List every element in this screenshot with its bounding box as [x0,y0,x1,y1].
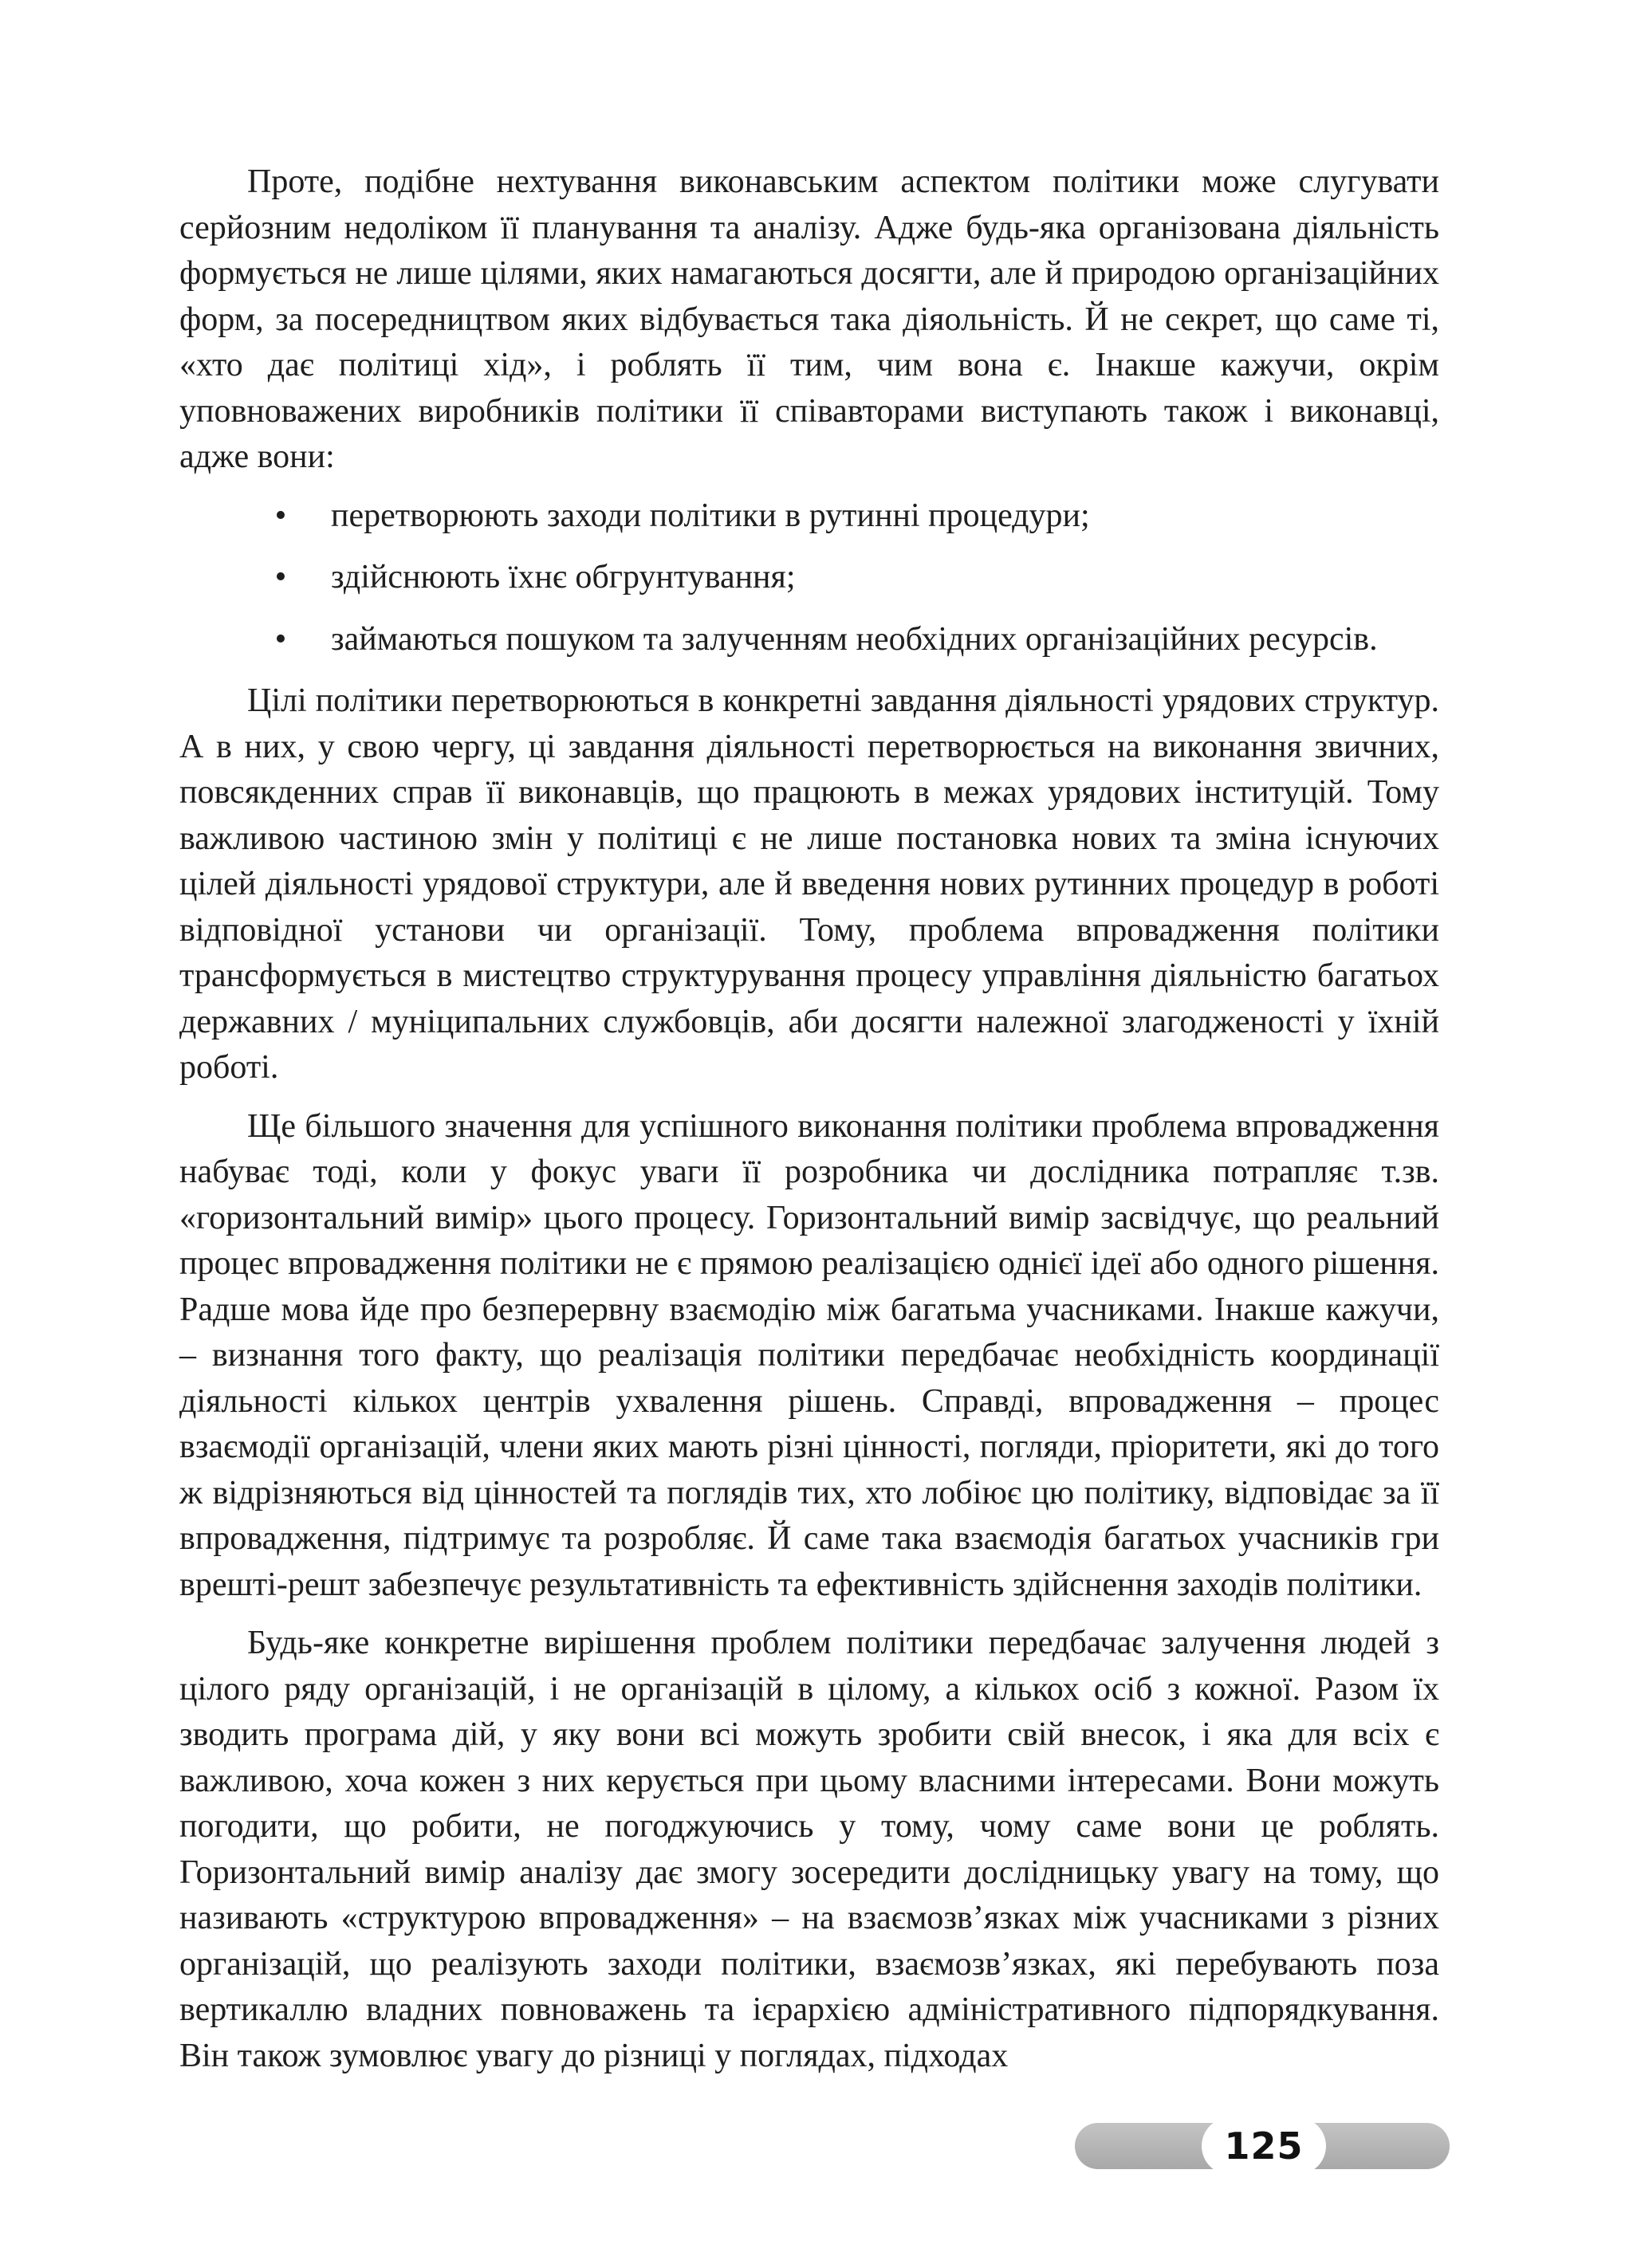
bullet-text: займаються пошуком та залученням необхідних організаційних ресурсів. [331,620,1378,658]
paragraph-horizontal-dimension: Ще більшого значення для успішного виконання політики проблема впровадження набуває тоді, коли у фокус уваги її розробника чи дослідника потрапляє т.зв. «горизонтальний вимір» цього процесу. Горизонтальний вимір засвідчує, що реальний процес впровадження політики не є прямою реалізацією однієї ідеї або одного рішення. Радше мова йде про безперервну взаємодію між багатьма учасниками. Інакше кажучи, – визнання того факту, що реалізація політики передбачає необхідність координації діяльності кількох центрів ухвалення рішень. Справді, впровадження – процес взаємодії організацій, члени яких мають різні цінності, погляди, пріоритети, які до того ж відрізняються від цінностей та поглядів тих, хто лобіює цю політику, відповідає за її впровадження, підтримує та розробляє. Й саме така взаємодія багатьох учасників гри врешті-решт забезпечує результативність та ефективність здійснення заходів політики. [179,1107,1439,1603]
bullet-icon: • [274,497,287,534]
paragraph-policy-goals: Цілі політики перетворюються в конкретні завдання діяльності урядових структур. А в них, у свою чергу, ці завдання діяльності перетворюється на виконання звичних, повсякденних справ її виконавців, що працюють в межах урядових інституцій. Тому важливою частиною змін у політиці є не лише постановка нових та зміна існуючих цілей діяльності урядової структури, але й введення нових рутинних процедур в роботі відповідної установи чи організації. Тому, проблема впровадження політики трансформується в мистецтво структурування процесу управління діяльністю багатьох державних / муніципальних службовців, аби досягти належної злагодженості у їхній роботі. [179,682,1439,1086]
bullet-text: здійснюють їхнє обгрунтування; [331,559,796,595]
bullet-list [179,493,1439,663]
bullet-text: перетворюють заходи політики в рутинні процедури; [331,497,1090,534]
bullet-item [179,555,1439,601]
bullet-icon: • [274,559,287,595]
bullet-icon: • [274,620,287,658]
bullet-item [179,617,1439,663]
text-column [179,159,1439,2092]
bullet-item [179,493,1439,540]
page-number: 125 [1202,2117,1326,2175]
paragraph-implementation-structure: Будь-яке конкретне вирішення проблем політики передбачає залучення людей з цілого ряду організацій, і не організацій в цілому, а кількох осіб з кожної. Разом їх зводить програма дій, у яку вони всі можуть зробити свій внесок, і яка для всіх є важливою, хоча кожен з них керується при цьому власними інтересами. Вони можуть погодити, що робити, не погоджуючись у тому, чому саме вони це роблять. Горизонтальний вимір аналізу дає змогу зосередити дослідницьку увагу на тому, що називають «структурою впровадження» – на взаємозв’язках між учасниками з різних організацій, що реалізують заходи політики, взаємозв’язках, які перебувають поза вертикаллю владних повноважень та ієрархією адміністративного підпорядкування. Він також зумовлює увагу до різниці у поглядах, підходах [179,1625,1439,2074]
paragraph-intro: Проте, подібне нехтування виконавським аспектом політики може слугувати серйозним недоліком її планування та аналізу. Адже будь-яка організована діяльність формується не лише цілями, яких намагаються досягти, але й природою організаційних форм, за посередництвом яких відбувається така діяольність. Й не секрет, що саме ті, «хто дає політиці хід», і роблять її тим, чим вона є. Інакше кажучи, окрім уповноважених виробників політики її співавторами виступають також і виконавці, адже вони: [179,163,1439,475]
